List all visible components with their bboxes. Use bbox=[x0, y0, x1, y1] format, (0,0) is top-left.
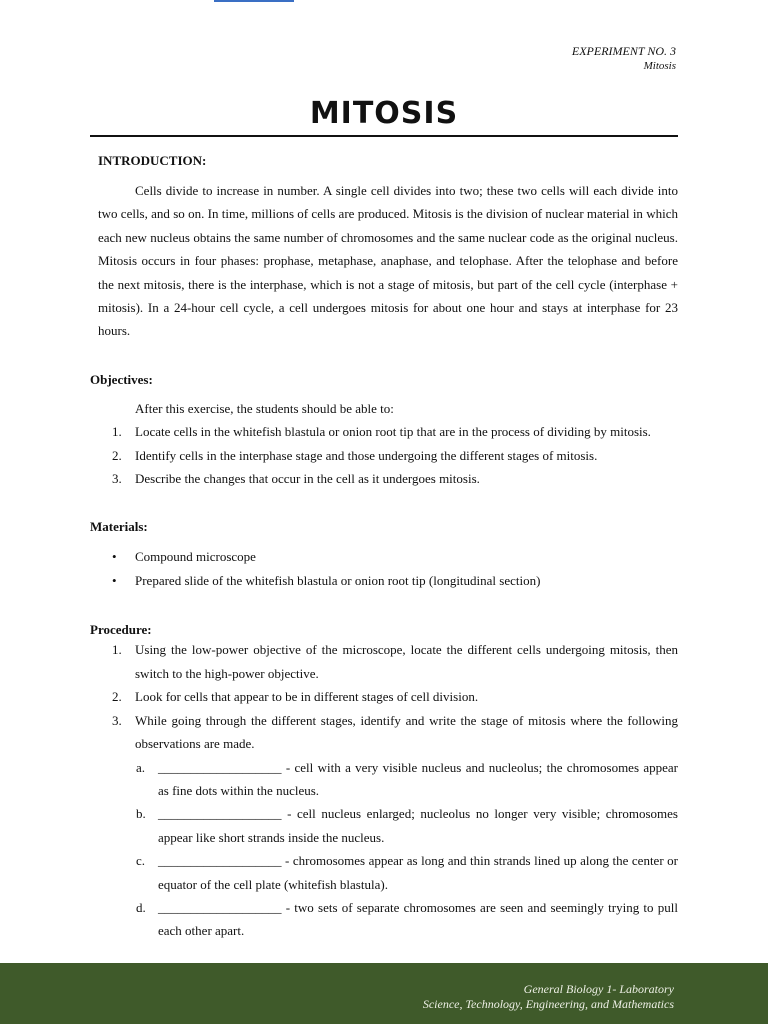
bullet-icon: • bbox=[112, 573, 117, 589]
top-link-underline bbox=[214, 0, 294, 2]
observations-list bbox=[90, 756, 678, 943]
footer-course: General Biology 1- Laboratory bbox=[523, 982, 674, 996]
item-number: 3. bbox=[112, 471, 122, 487]
item-text: ___________________ - two sets of separate chromosomes are seen and seemingly trying to pull each other apart. bbox=[158, 899, 678, 939]
item-text: Prepared slide of the whitefish blastula or onion root tip (longitudinal section) bbox=[135, 573, 541, 589]
introduction-text: Cells divide to increase in number. A single cell divides into two; these two cells will each divide into two cells, and so on. In time, millions of cells are produced. Mitosis is the division of nuclear material in which each new nucleus obtains the same number of chromosomes and the same nuclear code as the original nucleus. Mitosis occurs in four phases: prophase, metaphase, anaphase, and telophase. After the telophase and before the next mitosis, there is the interphase, which is not a stage of mitosis, but part of the cell cycle (interphase + mitosis). In a 24-hour cell cycle, a cell undergoes mitosis for about one hour and stays at interphase for 23 hours. bbox=[98, 183, 678, 339]
procedure-section bbox=[90, 622, 678, 942]
item-number: 1. bbox=[112, 642, 122, 658]
objectives-list bbox=[90, 420, 678, 490]
page-title: MITOSIS bbox=[309, 96, 459, 131]
item-number: 2. bbox=[112, 689, 122, 705]
item-text: While going through the different stages, identify and write the stage of mitosis where the following observations are made. bbox=[135, 712, 678, 752]
procedure-list bbox=[90, 638, 678, 755]
list-item bbox=[90, 467, 678, 490]
title-rule bbox=[90, 135, 678, 137]
objectives-lead: After this exercise, the students should be able to: bbox=[135, 400, 394, 416]
item-letter: c. bbox=[136, 853, 146, 869]
item-number: 3. bbox=[112, 712, 122, 728]
item-text: Compound microscope bbox=[135, 549, 256, 565]
item-text: ___________________ - chromosomes appear as long and thin strands lined up along the center or equator of the cell plate (whitefish blastula). bbox=[158, 853, 678, 892]
introduction-heading: INTRODUCTION: bbox=[98, 153, 207, 168]
materials-heading: Materials: bbox=[90, 519, 148, 535]
item-text: Locate cells in the whitefish blastula or onion root tip that are in the process of dividing by mitosis. bbox=[135, 424, 651, 440]
list-item bbox=[90, 569, 678, 593]
item-text: Look for cells that appear to be in different stages of cell division. bbox=[135, 689, 479, 705]
list-item bbox=[90, 849, 678, 896]
item-letter: a. bbox=[136, 759, 146, 775]
item-number: 2. bbox=[112, 447, 122, 463]
list-item bbox=[90, 444, 678, 467]
procedure-heading: Procedure: bbox=[90, 622, 152, 638]
list-item bbox=[90, 638, 678, 685]
objectives-heading: Objectives: bbox=[90, 371, 153, 387]
experiment-header bbox=[572, 44, 676, 74]
item-number: 1. bbox=[112, 424, 122, 440]
item-text: Describe the changes that occur in the cell as it undergoes mitosis. bbox=[135, 471, 480, 487]
item-letter: d. bbox=[136, 899, 146, 915]
item-text: ___________________ - cell with a very visible nucleus and nucleolus; the chromosomes appear as fine dots within the nucleus. bbox=[158, 759, 678, 798]
footer-band bbox=[0, 963, 768, 1024]
list-item bbox=[90, 545, 678, 569]
list-item bbox=[90, 802, 678, 849]
experiment-subject: Mitosis bbox=[643, 60, 676, 72]
footer-text bbox=[423, 982, 674, 1012]
list-item bbox=[90, 756, 678, 803]
materials-section bbox=[90, 519, 678, 593]
objectives-section bbox=[90, 372, 678, 491]
bullet-icon: • bbox=[112, 549, 117, 565]
footer-strand: Science, Technology, Engineering, and Mathematics bbox=[422, 997, 674, 1011]
materials-list bbox=[90, 545, 678, 593]
list-item bbox=[90, 420, 678, 443]
item-text: Identify cells in the interphase stage and those undergoing the different stages of mitosis. bbox=[135, 447, 598, 463]
list-item bbox=[90, 685, 678, 708]
list-item bbox=[90, 709, 678, 756]
list-item bbox=[90, 896, 678, 943]
document-body bbox=[90, 153, 678, 943]
experiment-number: EXPERIMENT NO. 3 bbox=[571, 44, 676, 58]
item-text: Using the low-power objective of the microscope, locate the different cells undergoing mitosis, then switch to the high-power objective. bbox=[135, 642, 678, 681]
item-text: ___________________ - cell nucleus enlarged; nucleolus no longer very visible; chromosomes appear like short strands inside the nucleus. bbox=[158, 806, 678, 845]
item-letter: b. bbox=[136, 806, 146, 822]
